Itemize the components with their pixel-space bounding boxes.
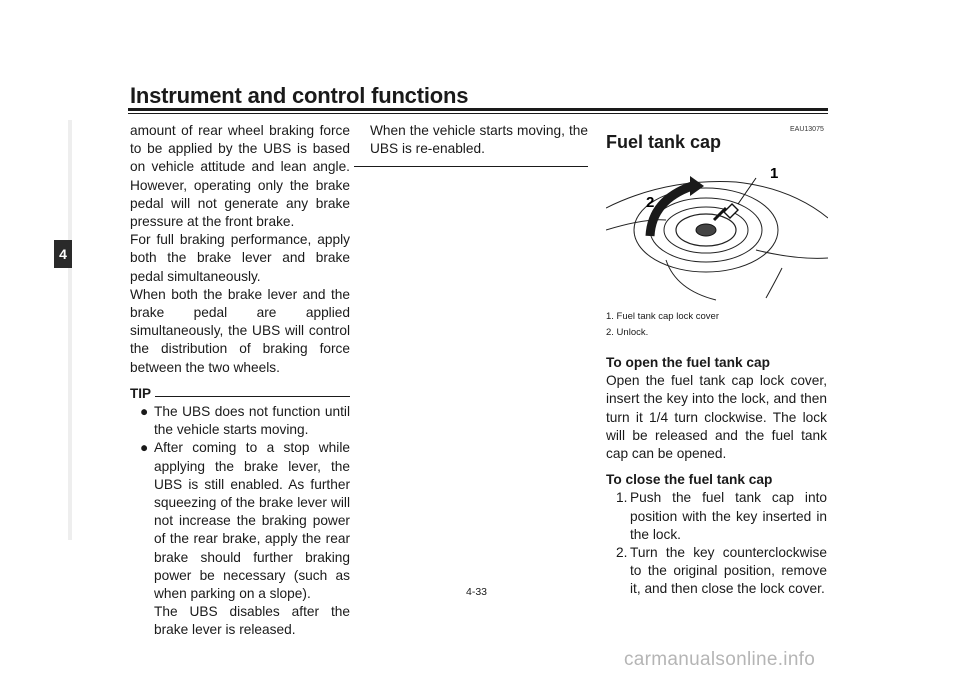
- body-paragraph: Open the fuel tank cap lock cover, insert the key into the lock, and then turn it 1/4 turn clockwise. The lock will be released and the fuel tank cap can be opened.: [606, 373, 827, 462]
- fuel-tank-cap-illustration: [606, 160, 828, 303]
- body-paragraph: When both the brake lever and the brake pedal are applied simultaneously, the UBS will control the distribution of braking force between the two wheels.: [130, 286, 350, 375]
- chapter-tab-rail: [68, 120, 72, 540]
- subsection-heading: To close the fuel tank cap: [606, 472, 773, 488]
- body-paragraph: When the vehicle starts moving, the UBS is re-enabled.: [370, 123, 588, 157]
- tip-label: TIP: [130, 385, 152, 401]
- header-rule-thin: [128, 113, 828, 114]
- figure-captions: [606, 309, 827, 341]
- column-1: [130, 122, 350, 640]
- figure-caption: 1. Fuel tank cap lock cover: [606, 311, 719, 322]
- section-code: EAU13075: [790, 126, 824, 133]
- section-separator: [354, 166, 588, 167]
- tip-bullet: ● After coming to a stop while applying the brake lever, the UBS is still enabled. As further squeezing of the brake lever will not increase the braking power of the rear brake, apply the rear brake should further braking power be necessary (such as when parking on a slope).: [140, 440, 350, 602]
- section-title: Fuel tank cap: [606, 132, 722, 152]
- tip-bullet: ● The UBS does not function until the vehicle starts moving.: [140, 404, 350, 438]
- figure-callout-1: 1: [770, 165, 779, 182]
- tip-rule: [155, 396, 350, 397]
- chapter-tab: 4: [54, 240, 72, 268]
- numbered-step: 1. Push the fuel tank cap into position with the key inserted in the lock.: [616, 490, 827, 542]
- bullet-icon: ●: [140, 404, 149, 420]
- page-title: Instrument and control functions: [130, 83, 469, 108]
- body-paragraph: For full braking performance, apply both the brake lever and brake pedal simultaneously.: [130, 232, 350, 284]
- watermark: carmanualsonline.info: [624, 649, 816, 670]
- body-paragraph: amount of rear wheel braking force to be applied by the UBS is based on vehicle attitude and lean angle. However, operating only the brake pedal will not generate any brake pressure at the front brake.: [130, 123, 350, 230]
- tip-heading: [130, 385, 350, 403]
- bullet-icon: ●: [140, 440, 149, 456]
- figure-callout-2: 2: [646, 194, 655, 211]
- numbered-step: 2. Turn the key counterclockwise to the original position, remove it, and then close the lock cover.: [616, 545, 827, 597]
- figure-caption: 2. Unlock.: [606, 327, 649, 338]
- tip-bullet-continuation: The UBS disables after the brake lever is released.: [154, 604, 350, 638]
- column-3: [606, 354, 827, 599]
- header-rule-thick: [128, 108, 828, 111]
- subsection-heading: To open the fuel tank cap: [606, 355, 771, 370]
- column-2: [370, 122, 588, 167]
- page-number: 4-33: [466, 586, 488, 598]
